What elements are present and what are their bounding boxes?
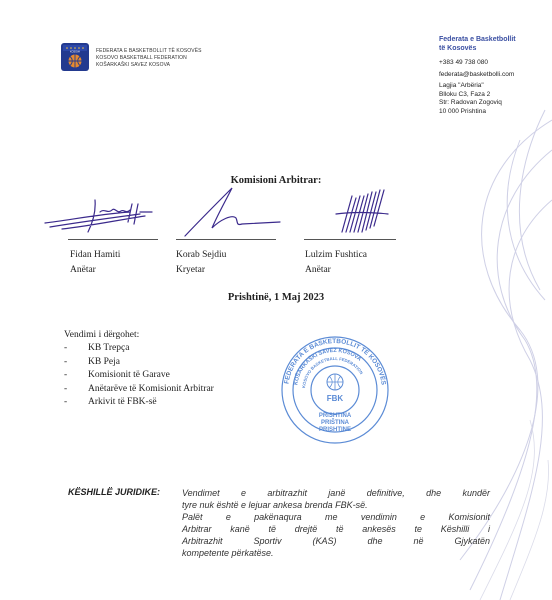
address-line: Blloku C3, Faza 2 (439, 90, 491, 98)
org-name-line: të Kosovës (439, 44, 477, 52)
address-line: 10 000 Prishtina (439, 107, 486, 115)
signature-line (304, 239, 396, 240)
signatures (0, 185, 552, 245)
official-stamp (280, 335, 390, 445)
signature-line (68, 239, 158, 240)
email-address[interactable]: federata@basketbolli.com (439, 70, 515, 78)
kosova-badge-icon (60, 42, 90, 72)
recipient-item: - Anëtarëve të Komisionit Arbitrar (64, 383, 214, 394)
signature-sejdiu (185, 188, 280, 236)
recipient-item: - Komisionit të Garave (64, 370, 170, 380)
phone-number: +383 49 738 080 (439, 59, 488, 66)
stamp-city: PRISHTINA (318, 413, 352, 419)
stamp-inner-text: KOSOVO BASKETBALL FEDERATION (301, 355, 365, 389)
logo-text-line: KOSOVO BASKETBALL FEDERATION (96, 55, 187, 61)
stamp-city: PRISHTINE (318, 427, 352, 433)
recipient-item: - Arkivit të FBK-së (64, 397, 157, 407)
member-name: Fidan Hamiti (70, 250, 121, 260)
address-line: Lagjia "Arbëria" (439, 82, 484, 89)
recipients-heading: Vendimi i dërgohet: (64, 330, 140, 340)
recipient-item: - KB Peja (64, 356, 120, 367)
stamp-abbr: FBK (326, 394, 344, 403)
legal-line: Arbitrazhit Sportiv (KAS) dhe në Gjykatën (182, 536, 490, 546)
legal-advice-text (182, 487, 490, 559)
stamp-outer-text: FEDERATA E BASKETBOLLIT TË KOSOVËS (283, 337, 387, 386)
stamp-city: PRIŠTINA (320, 420, 350, 426)
legal-line: tyre nuk është e lejuar ankesa brenda FBK-së. (182, 500, 368, 510)
contact-block (439, 36, 551, 116)
legal-line: kompetente përkatëse. (182, 548, 274, 558)
badge-country-label: KOSOVA (70, 50, 80, 54)
member-role: Anëtar (305, 265, 331, 275)
logo-text-line: FEDERATA E BASKETBOLLIT TË KOSOVËS (96, 48, 202, 54)
commission-title: Komisioni Arbitrar: (230, 175, 322, 186)
member-name: Korab Sejdiu (176, 250, 227, 260)
member-name: Lulzim Fushtica (305, 250, 368, 260)
document-date: Prishtinë, 1 Maj 2023 (227, 292, 325, 303)
member-role: Kryetar (176, 265, 206, 275)
signature-fushtica (336, 190, 388, 232)
legal-line: Vendimet e arbitrazhit janë definitive, dhe kundër (182, 488, 490, 498)
signature-hamiti (45, 200, 152, 232)
legal-line: Palët e pakënaqura me vendimin e Komisionit (182, 512, 490, 522)
signature-line (176, 239, 276, 240)
logo-text (96, 48, 202, 69)
org-name-line: Federata e Basketbollit (439, 36, 516, 43)
recipients-list (64, 329, 214, 410)
address-line: Str: Radovan Zogoviq (439, 99, 502, 106)
member-role: Anëtar (70, 265, 96, 275)
legal-line: Arbitrar kanë të drejtë të ankesës te Këshilli i (182, 524, 490, 534)
stamp-middle-text: KOŠARKAŠKI SAVEZ KOSOVA (293, 347, 363, 386)
legal-advice-label: KËSHILLË JURIDIKE: (68, 487, 161, 497)
recipient-item: - KB Trepça (64, 343, 130, 353)
logo-text-line: KOŠARKAŠKI SAVEZ KOSOVA (96, 62, 171, 68)
